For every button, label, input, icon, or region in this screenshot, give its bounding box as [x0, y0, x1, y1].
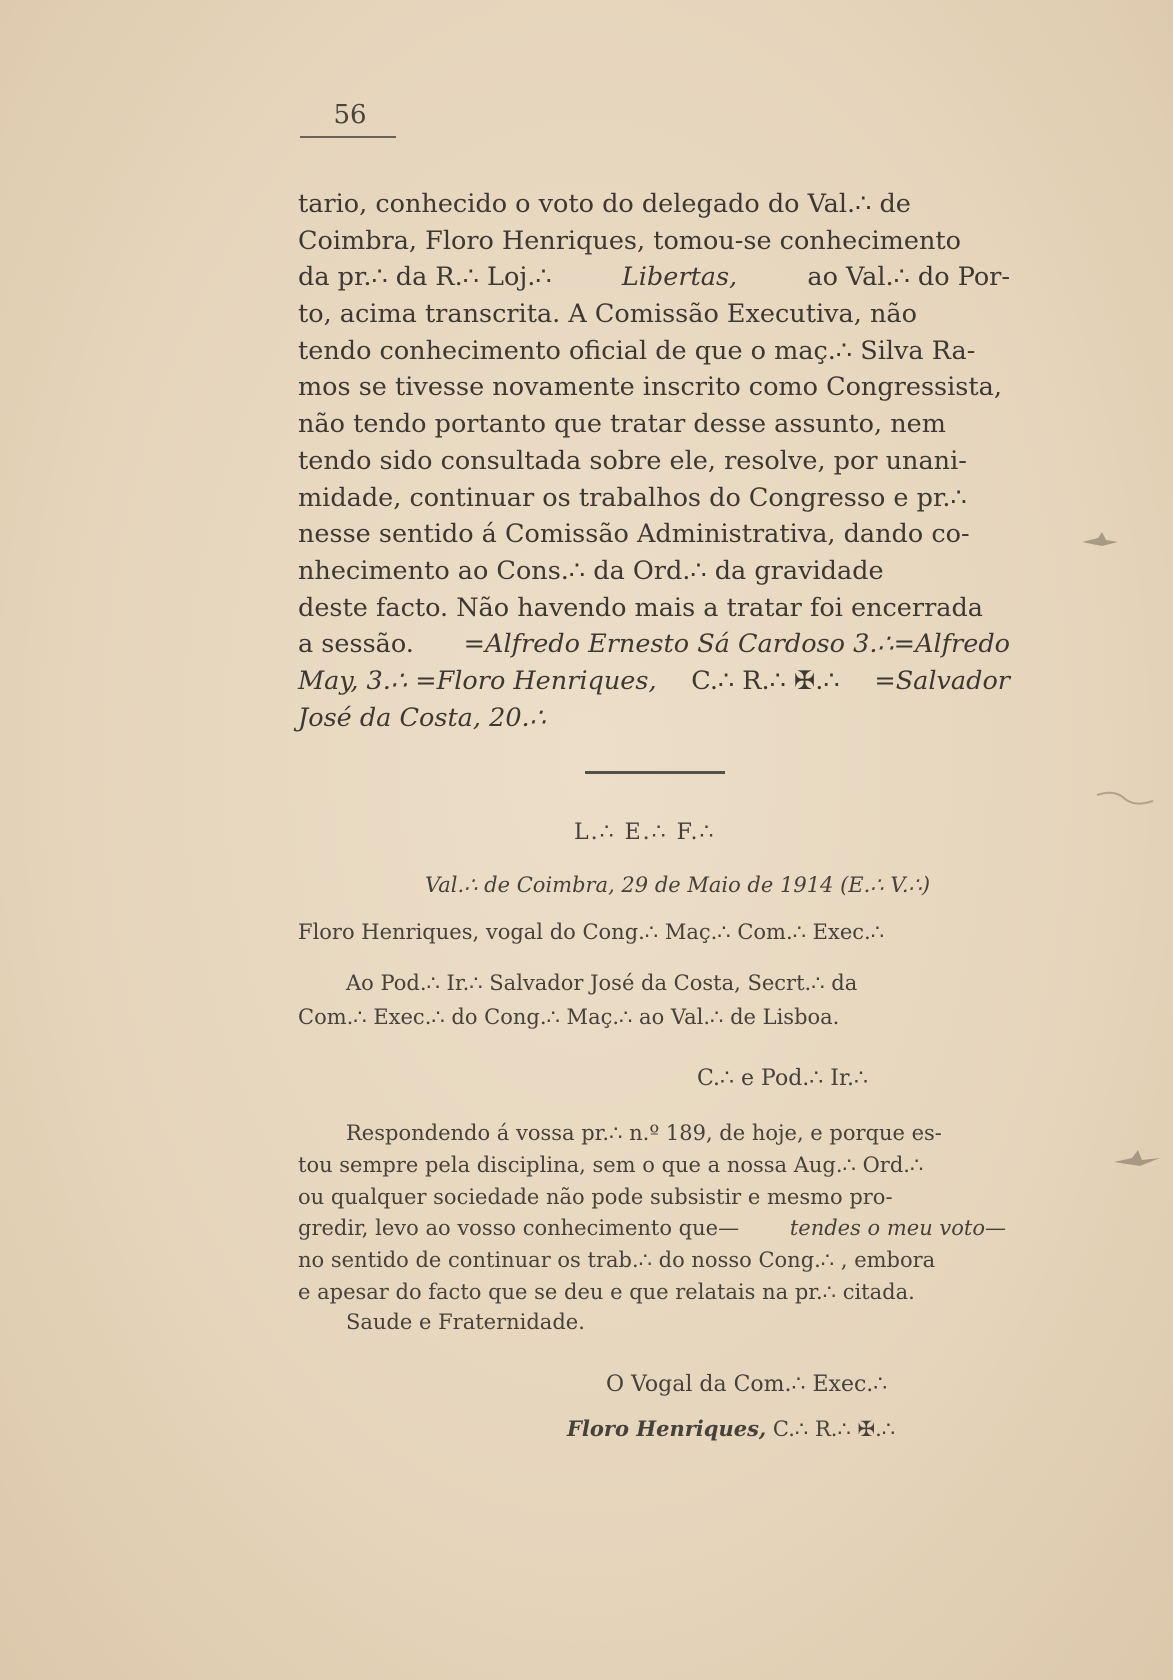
signature-degrees: C.∴ R.∴ ✠.∴: [772, 1417, 896, 1441]
section-divider: [585, 771, 725, 774]
letter-addressee: [298, 966, 1010, 1034]
letter-sender: Floro Henriques, vogal do Cong.∴ Maç.∴ Com.∴ Exec.∴: [298, 920, 885, 944]
text-line: [298, 259, 1010, 296]
signature-name: [567, 1416, 895, 1441]
signature-degrees: C.∴ R.∴ ✠.∴: [691, 665, 840, 696]
text-line: to, acima transcrita. A Comissão Executiva, não: [298, 299, 917, 330]
text-line: e apesar do facto que se deu e que relatais na pr.∴ citada.: [298, 1279, 915, 1304]
text-line: [298, 1213, 1006, 1245]
text-line: tendo conhecimento oficial de que o maç.∴ Silva Ra-: [298, 335, 976, 366]
signature-title: O Vogal da Com.∴ Exec.∴: [606, 1372, 888, 1397]
text-line: tendo sido consultada sobre ele, resolve, por unani-: [298, 445, 967, 476]
text-line-segment: da pr.∴ da R.∴ Loj.∴: [298, 262, 552, 293]
text-line: deste facto. Não havendo mais a tratar foi encerrada: [298, 592, 984, 623]
letter-closing: Saude e Fraternidade.: [346, 1310, 585, 1334]
text-line: tario, conhecido o voto do delegado do Val.∴ de: [298, 189, 911, 219]
letter-salutation: C.∴ e Pod.∴ Ir.∴: [697, 1066, 869, 1091]
letter-place-date: Val.∴ de Coimbra, 29 de Maio de 1914 (E.∴ V.∴): [425, 873, 931, 897]
page-number: 56: [333, 100, 367, 130]
signature-line: [298, 700, 1010, 737]
text-line: Respondendo á vossa pr.∴ n.º 189, de hoje, e porque es-: [346, 1121, 942, 1145]
text-line: Coimbra, Floro Henriques, tomou-se conhecimento: [298, 225, 961, 256]
letter-heading: L.∴ E.∴ F.∴: [574, 820, 716, 845]
text-line: nesse sentido á Comissão Administrativa, dando co-: [298, 519, 970, 550]
signature-line: [298, 663, 1010, 700]
signature-names: José da Costa, 20.∴: [298, 702, 546, 733]
text-line: nhecimento ao Cons.∴ da Ord.∴ da gravidade: [298, 555, 884, 586]
text-line-segment: ao Val.∴ do Por-: [807, 262, 1010, 293]
text-line: Ao Pod.∴ Ir.∴ Salvador José da Costa, Secrt.∴ da: [346, 971, 858, 995]
text-line-content: [298, 259, 1010, 296]
text-line: no sentido de continuar os trab.∴ do nosso Cong.∴ , embora: [298, 1248, 936, 1273]
minutes-paragraph: [298, 186, 1010, 736]
page-number-rule: [300, 136, 396, 138]
paper-stain-icon: [1112, 1148, 1162, 1170]
letter-body: [298, 1118, 1006, 1309]
text-line: midade, continuar os trabalhos do Congresso e pr.∴: [298, 482, 967, 513]
emphasis-text: tendes o meu voto—: [789, 1216, 1006, 1241]
text-line: mos se tivesse novamente inscrito como Congressista,: [298, 372, 1002, 403]
paper-stain-icon: [1080, 528, 1120, 552]
text-line-content: gredir, levo ao vosso conhecimento que—: [298, 1216, 740, 1241]
text-line: tou sempre pela disciplina, sem o que a nossa Aug.∴ Ord.∴: [298, 1152, 924, 1177]
signature-name-text: Floro Henriques,: [567, 1416, 767, 1441]
text-line: Com.∴ Exec.∴ do Cong.∴ Maç.∴ ao Val.∴ de Lisboa.: [298, 1005, 840, 1029]
text-line: ou qualquer sociedade não pode subsistir e mesmo pro-: [298, 1184, 893, 1209]
signature-names: =Alfredo Ernesto Sá Cardoso 3.∴=Alfredo: [463, 629, 1010, 660]
signature-prefix: a sessão.: [298, 629, 414, 660]
paper-stain-icon: [1095, 785, 1155, 813]
signature-names: =Salvador: [874, 665, 1010, 696]
signature-line: [298, 626, 1010, 663]
signature-names: May, 3.∴ =Floro Henriques,: [298, 665, 657, 696]
text-line: não tendo portanto que tratar desse assunto, nem: [298, 409, 946, 440]
emphasis-text: Libertas,: [621, 262, 738, 293]
